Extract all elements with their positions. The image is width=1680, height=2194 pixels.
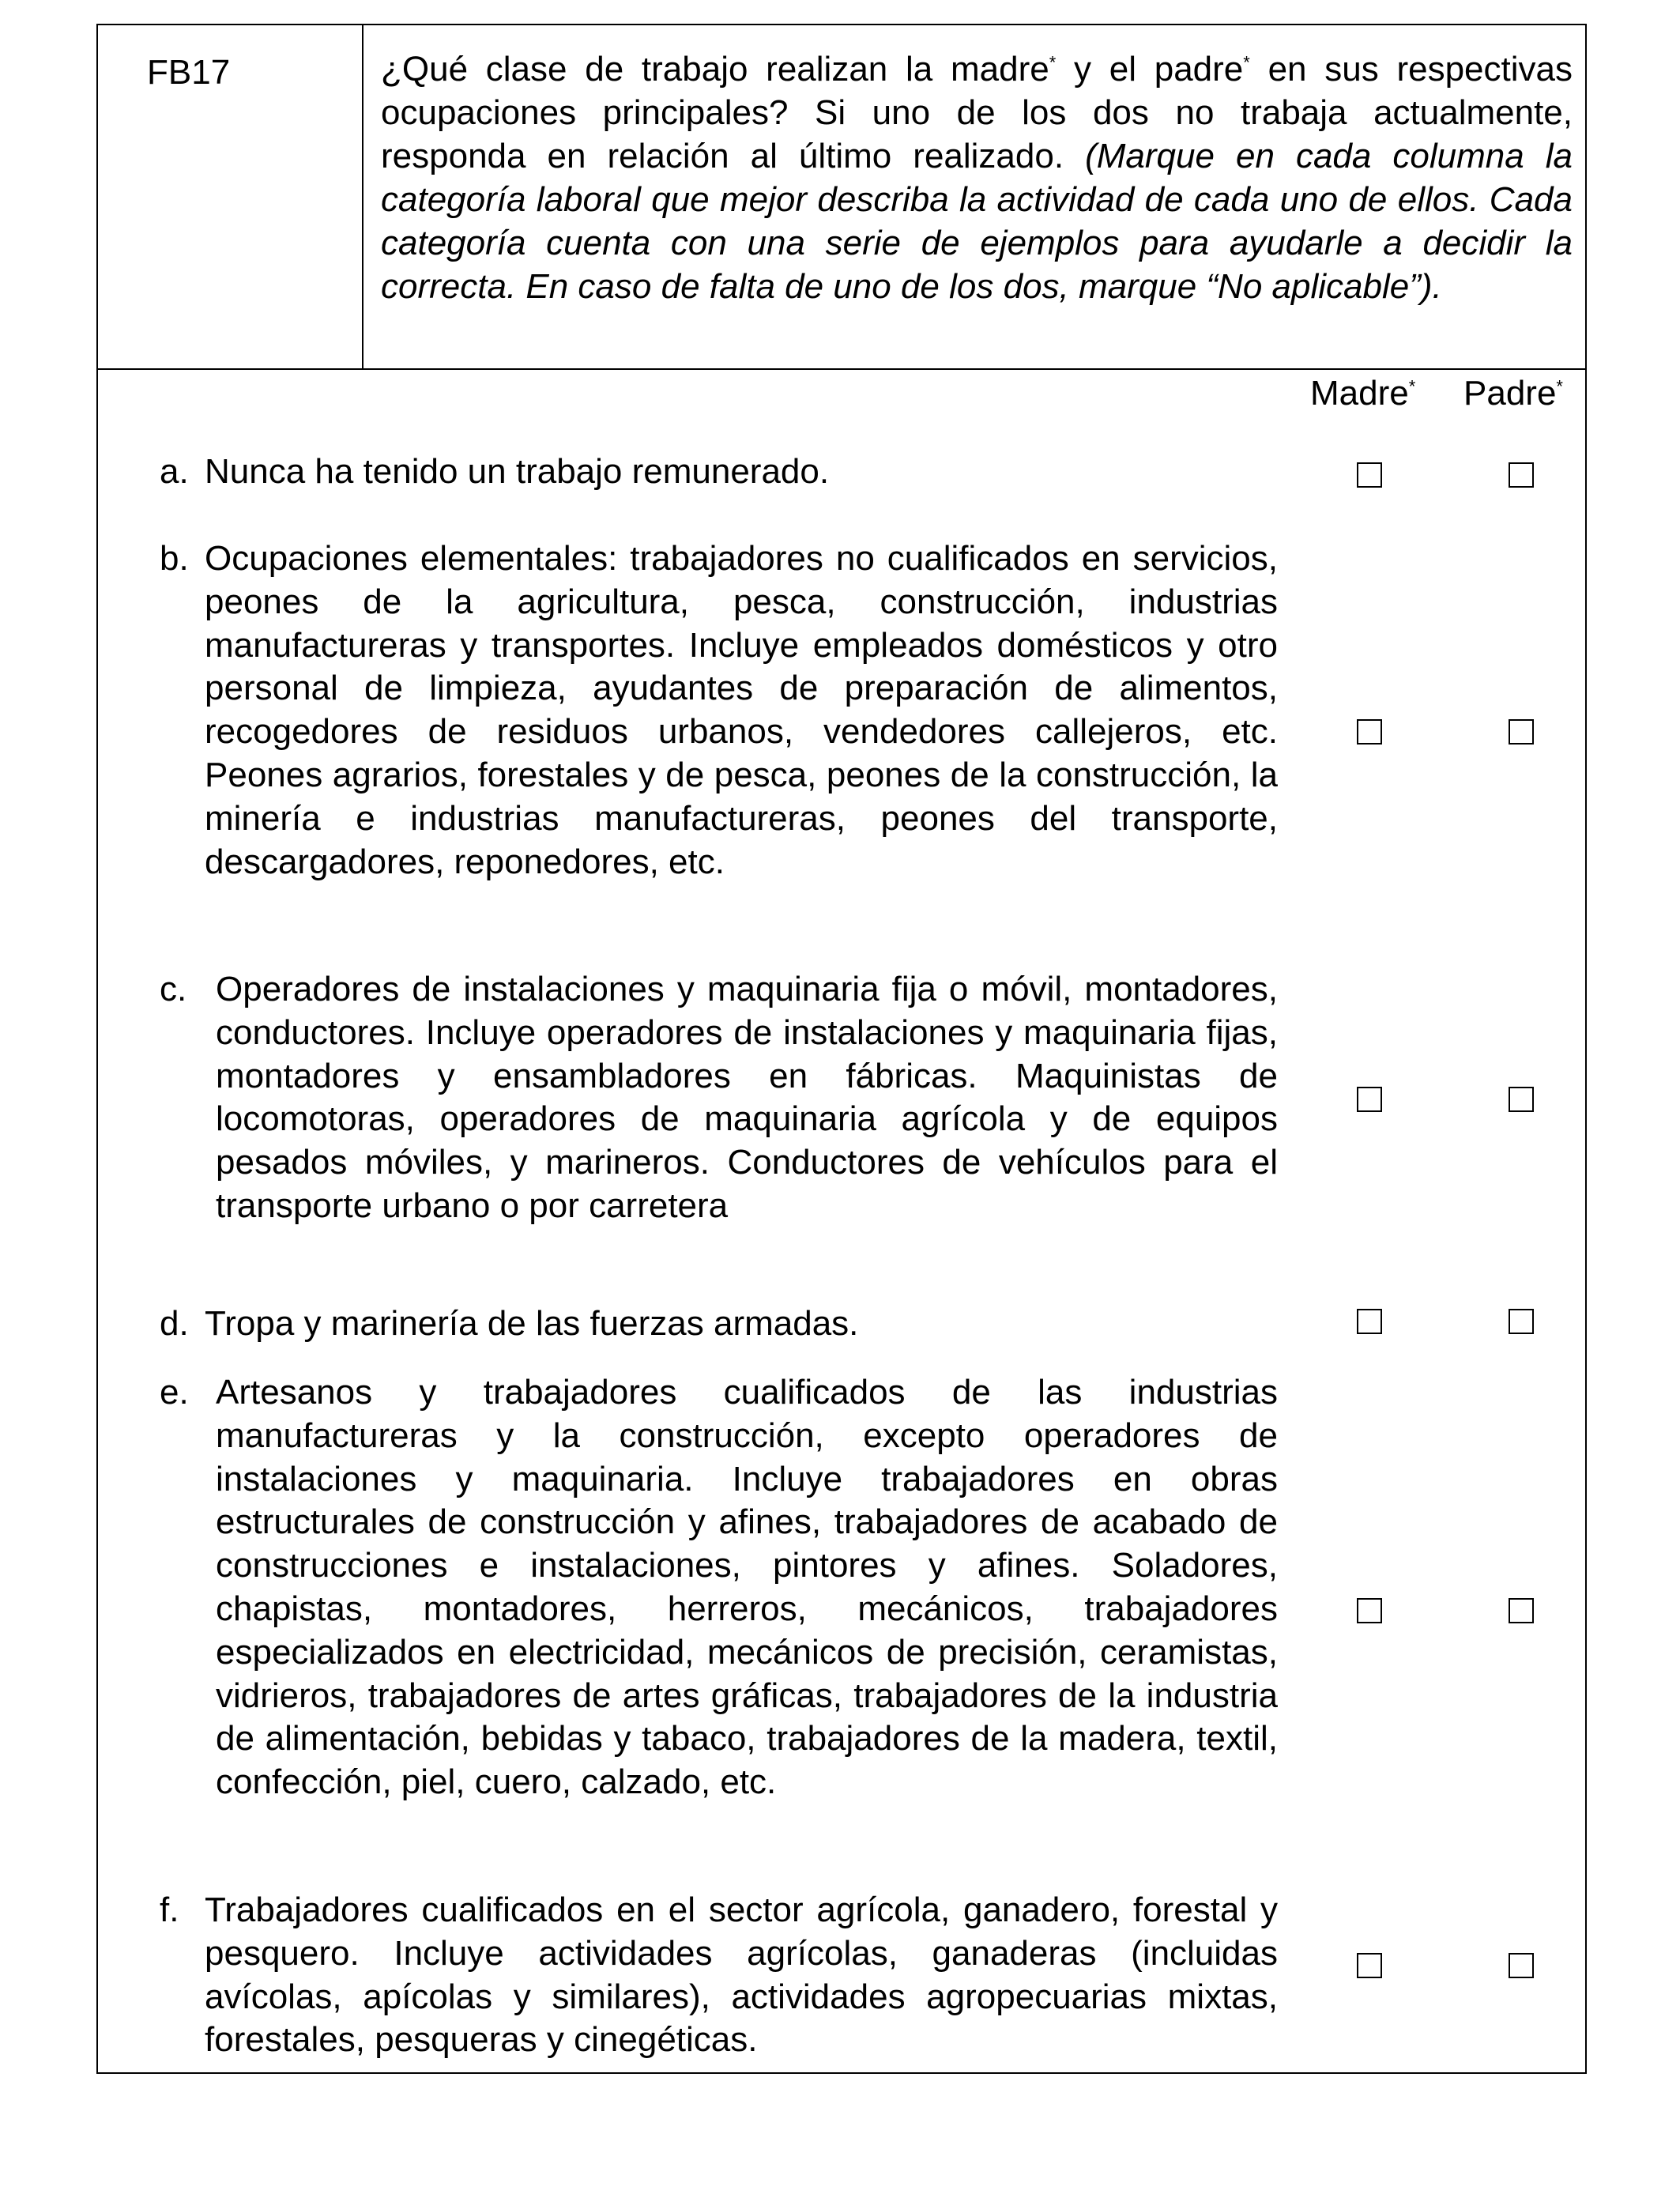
option-c — [160, 968, 1282, 1276]
checkbox-madre-a[interactable] — [1357, 462, 1382, 488]
checkbox-padre-d[interactable] — [1509, 1309, 1534, 1334]
question-lead-3: en sus respectivas ocupaciones principales? Si uno de los dos no trabaja actualmente, responda en relación al último realizado. — [381, 50, 1573, 175]
option-marker: a. — [160, 452, 189, 491]
column-madre-mark: * — [1408, 376, 1416, 397]
question-header — [98, 25, 1585, 370]
checkbox-madre-c[interactable] — [1357, 1087, 1382, 1112]
question-code: FB17 — [147, 53, 231, 92]
question-code-cell — [98, 25, 363, 368]
option-marker: b. — [160, 539, 189, 578]
column-header-madre: Madre* — [1310, 374, 1416, 413]
option-marker: c. — [160, 970, 187, 1008]
column-padre-mark: * — [1556, 376, 1563, 397]
checkbox-padre-e[interactable] — [1509, 1598, 1534, 1623]
option-f — [160, 1889, 1282, 2071]
option-a — [160, 450, 1282, 498]
checkbox-madre-e[interactable] — [1357, 1598, 1382, 1623]
checkbox-padre-a[interactable] — [1509, 462, 1534, 488]
option-e — [160, 1371, 1282, 1853]
option-marker: f. — [160, 1891, 179, 1929]
option-text: Ocupaciones elementales: trabajadores no cualificados en servicios, peones de la agricultura, pesca, construcción, industrias manufactureras y transportes. Incluye empleados domésticos y otro personal de limpieza, ayudantes de preparación de alimentos, recogedores de residuos urbanos, vendedores callejeros, etc. Peones agrarios, forestales y de pesca, peones de la construcción, la minería e industrias manufactureras, peones del transporte, descargadores, reponedores, etc. — [205, 539, 1278, 881]
question-instruction: (Marque en cada columna la categoría laboral que mejor describa la actividad de cada uno de ellos. Cada categoría cuenta con una serie de ejemplos para ayudarle a decidir la correcta. En caso de falta de uno de los dos, marque “No aplicable”). — [381, 137, 1573, 306]
question-text — [381, 47, 1573, 308]
option-text: Trabajadores cualificados en el sector agrícola, ganadero, forestal y pesquero. Incluye actividades agrícolas, ganaderas (incluidas avícolas, apícolas y similares), actividades agropecuarias mixtas, forestales, pesqueras y cinegéticas. — [205, 1891, 1278, 2060]
option-d — [160, 1302, 1282, 1350]
option-text: Artesanos y trabajadores cualificados de las industrias manufactureras y la construcción, excepto operadores de instalaciones y maquinaria. Incluye trabajadores en obras estructurales de construcción y afines, trabajadores de acabado de construcciones e instalaciones, pintores y afines. Soladores, chapistas, montadores, herreros, mecánicos, trabajadores especializados en electricidad, mecánicos de precisión, ceramistas, vidrieros, trabajadores de artes gráficas, trabajadores de la industria de alimentación, bebidas y tabaco, trabajadores de la madera, textil, confección, piel, cuero, calzado, etc. — [216, 1373, 1278, 1802]
padre-footnote-mark: * — [1243, 52, 1250, 73]
question-lead-2: y el padre — [1056, 50, 1244, 89]
checkbox-madre-b[interactable] — [1357, 719, 1382, 745]
checkbox-padre-f[interactable] — [1509, 1953, 1534, 1978]
option-text: Tropa y marinería de las fuerzas armadas. — [205, 1304, 859, 1343]
column-header-padre: Padre* — [1463, 374, 1563, 413]
madre-footnote-mark: * — [1049, 52, 1057, 73]
option-text: Nunca ha tenido un trabajo remunerado. — [205, 452, 830, 491]
option-marker: e. — [160, 1373, 189, 1412]
checkbox-padre-b[interactable] — [1509, 719, 1534, 745]
checkbox-madre-f[interactable] — [1357, 1953, 1382, 1978]
option-text: Operadores de instalaciones y maquinaria fija o móvil, montadores, conductores. Incluye operadores de instalaciones y maquinaria fijas, montadores y ensambladores en fábricas. Maquinistas de locomotoras, operadores de maquinaria agrícola y de equipos pesados móviles, y marineros. Conductores de vehículos para el transporte urbano o por carretera — [216, 970, 1278, 1225]
option-marker: d. — [160, 1304, 189, 1343]
question-lead-1: ¿Qué clase de trabajo realizan la madre — [381, 50, 1049, 89]
checkbox-padre-c[interactable] — [1509, 1087, 1534, 1112]
checkbox-madre-d[interactable] — [1357, 1309, 1382, 1334]
option-b — [160, 537, 1282, 933]
